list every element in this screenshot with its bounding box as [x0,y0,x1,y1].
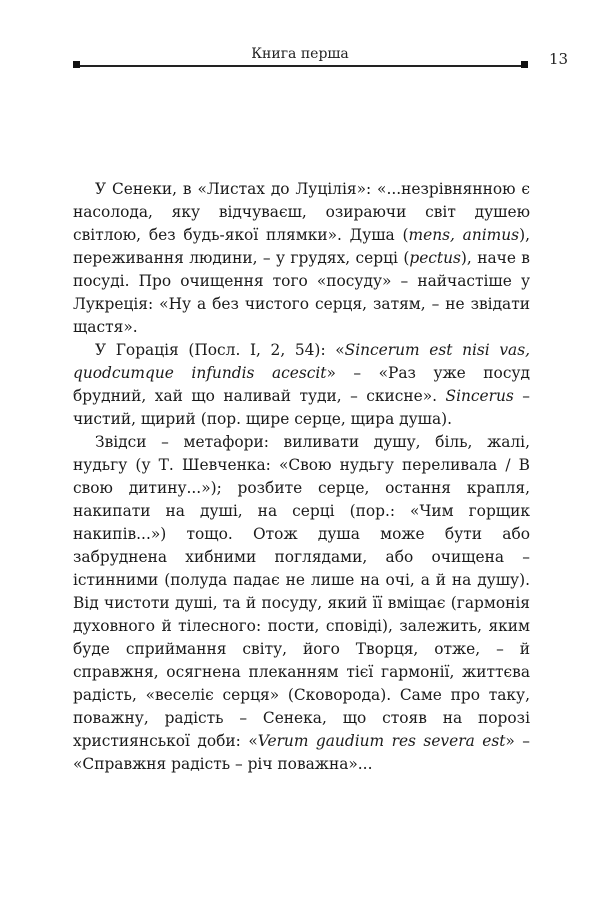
italic-text: Sincerum est nisi vas, quodcumque infundis acescit [73,341,530,382]
text-run: » – «Справжня радість – річ поважна»... [73,732,530,773]
text-run: У Сенеки, в «Листах до Луцілія»: «...незрівнянною є насолода, яку відчуваєш, озираючи світ душею світлою, без будь-якої плямки». Душа ( [73,180,530,244]
italic-text: pectus [409,249,461,267]
italic-text: mens, animus [408,226,520,244]
paragraph [73,339,530,431]
text-run: – чистий, щирий (пор. щире серце, щира душа). [73,387,530,428]
paragraph [73,431,530,776]
text-run: ), переживання людини, – у грудях, серці ( [73,226,530,267]
body-text [73,178,530,776]
text-run: У Горація (Посл. I, 2, 54): « [95,341,345,359]
header-rule-left-square [73,61,80,68]
italic-text: Verum gaudium res severa est [257,732,506,750]
text-run: ), наче в посуді. Про очищення того «посуду» – найчастіше у Лукреція: «Ну а без чистого серця, затям, – не звідати щастя». [73,249,530,336]
header-rule-right-square [521,61,528,68]
page-header [0,0,600,80]
text-run: » – «Раз уже посуд брудний, хай що наливай туди, – скисне». [73,364,530,405]
italic-text: Sincerus [445,387,514,405]
header-rule [76,65,526,67]
running-title: Книга перша [251,46,349,62]
paragraph [73,178,530,339]
page-number: 13 [549,50,569,68]
text-run: Звідси – метафори: виливати душу, біль, жалі, нудьгу (у Т. Шевченка: «Свою нудьгу переливала / В свою дитину...»); розбите серце, остання крапля, накипати на душі, на серці (пор.: «Чим горщик накипів...») тощо. Отож душа може бути або забруднена хибними поглядами, або очищена – істинними (полуда падає не лише на очі, а й на душу). Від чистоти душі, та й посуду, який її вміщає (гармонія духовного й тілесного: пости, сповіді), залежить, яким буде сприймання світу, його Творця, отже, – й справжня, осягнена плеканням тієї гармонії, життєва радість, «веселіє серця» (Сковорода). Саме про таку, поважну, радість – Сенека, що стояв на порозі християнської доби: « [73,433,530,750]
